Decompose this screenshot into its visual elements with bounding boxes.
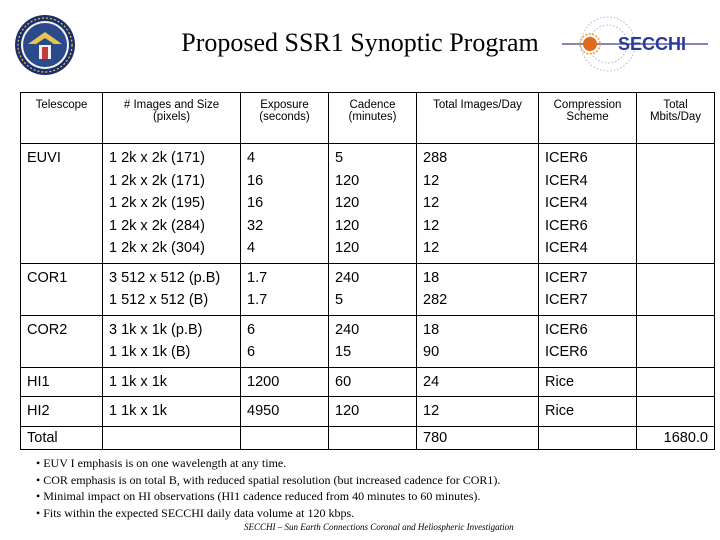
cell-line: 1 1k x 1k	[109, 373, 168, 390]
cell-cadence	[329, 367, 417, 397]
total-compression-cell-empty	[539, 426, 637, 450]
cell-telescope: COR2	[21, 315, 103, 367]
cell-line: 1.7	[247, 292, 268, 308]
table-row	[21, 263, 715, 315]
cell-line: 1 1k x 1k	[109, 403, 168, 419]
cell-line: ICER7	[545, 269, 588, 286]
cell-line: 12	[423, 403, 440, 419]
cell-line: 240	[335, 269, 360, 286]
cell-line: ICER4	[545, 240, 588, 256]
cell-compression	[539, 144, 637, 264]
cell-telescope: EUVI	[21, 144, 103, 264]
cell-line: 3 512 x 512 (p.B)	[109, 269, 221, 286]
note-item: • EUV I emphasis is on one wavelength at any time.	[36, 456, 287, 470]
table-row-total	[21, 426, 715, 450]
header-images-size: # Images and Size (pixels)	[103, 93, 241, 144]
cell-cadence	[329, 397, 417, 427]
total-cadence-cell-empty	[329, 426, 417, 450]
cell-line: 18	[423, 269, 440, 286]
cell-cadence	[329, 144, 417, 264]
note-item: • COR emphasis is on total B, with reduced spatial resolution (but increased cadence for COR1).	[36, 472, 501, 487]
cell-line: 16	[247, 195, 264, 211]
cell-line: 24	[423, 373, 440, 390]
cell-telescope: HI2	[21, 397, 103, 427]
cell-line: 120	[335, 403, 360, 419]
cell-line: 16	[247, 172, 264, 189]
cell-line: 1 2k x 2k (304)	[109, 240, 205, 256]
table-row	[21, 315, 715, 367]
cell-mbits	[637, 367, 715, 397]
table-row	[21, 367, 715, 397]
table-header-row	[21, 93, 715, 144]
cell-line: 1 2k x 2k (195)	[109, 195, 205, 211]
cell-total-images	[417, 397, 539, 427]
total-exposure-cell-empty	[241, 426, 329, 450]
header-compression: Compression Scheme	[539, 93, 637, 144]
cell-line: ICER4	[545, 195, 588, 211]
cell-line: 120	[335, 240, 360, 256]
cell-mbits	[637, 315, 715, 367]
cell-line: 120	[335, 195, 360, 211]
cell-line: ICER6	[545, 150, 588, 166]
header-total-images: Total Images/Day	[417, 93, 539, 144]
cell-compression	[539, 367, 637, 397]
cell-images-size	[103, 315, 241, 367]
cell-line: 18	[423, 321, 440, 338]
cell-line: 4	[247, 150, 256, 166]
cell-line: 1 1k x 1k (B)	[109, 344, 191, 360]
cell-line: 12	[423, 195, 440, 211]
cell-exposure	[241, 263, 329, 315]
notes-list	[36, 455, 696, 521]
secchi-logo-text: SECCHI	[618, 34, 687, 54]
table-body	[21, 144, 715, 427]
cell-exposure	[241, 144, 329, 264]
cell-line: 120	[335, 172, 360, 189]
total-images-value: 780	[417, 426, 539, 450]
cell-line: Rice	[545, 373, 575, 390]
cell-line: ICER7	[545, 292, 588, 308]
cell-compression	[539, 263, 637, 315]
cell-line: 12	[423, 217, 440, 234]
cell-line: 12	[423, 240, 440, 256]
cell-line: 5	[335, 292, 344, 308]
total-mbits-value: 1680.0	[637, 426, 715, 450]
total-label: Total	[21, 426, 103, 450]
cell-line: 12	[423, 172, 440, 189]
cell-images-size	[103, 397, 241, 427]
cell-cadence	[329, 263, 417, 315]
cell-line: Rice	[545, 403, 575, 419]
cell-line: 3 1k x 1k (p.B)	[109, 321, 203, 338]
cell-exposure	[241, 367, 329, 397]
cell-mbits	[637, 397, 715, 427]
cell-line: ICER6	[545, 217, 588, 234]
cell-line: 1 2k x 2k (284)	[109, 217, 205, 234]
cell-line: ICER6	[545, 344, 588, 360]
cell-compression	[539, 315, 637, 367]
cell-line: 1 512 x 512 (B)	[109, 292, 209, 308]
cell-telescope: COR1	[21, 263, 103, 315]
cell-cadence	[329, 315, 417, 367]
cell-exposure	[241, 315, 329, 367]
cell-compression	[539, 397, 637, 427]
synoptic-program-table	[20, 92, 715, 450]
header-mbits: Total Mbits/Day	[637, 93, 715, 144]
cell-images-size	[103, 263, 241, 315]
header-telescope: Telescope	[21, 93, 103, 144]
cell-line: 5	[335, 150, 344, 166]
cell-line: 1200	[247, 373, 280, 390]
cell-line: 1 2k x 2k (171)	[109, 150, 205, 166]
nrl-seal-logo	[14, 14, 76, 76]
cell-line: 90	[423, 344, 440, 360]
cell-line: 15	[335, 344, 352, 360]
cell-line: ICER4	[545, 172, 588, 189]
cell-total-images	[417, 144, 539, 264]
cell-line: 4950	[247, 403, 280, 419]
secchi-logo	[560, 14, 710, 74]
cell-images-size	[103, 367, 241, 397]
note-item: • Minimal impact on HI observations (HI1 cadence reduced from 40 minutes to 60 minutes).	[36, 489, 481, 503]
total-images-cell-empty	[103, 426, 241, 450]
cell-line: 32	[247, 217, 264, 234]
cell-mbits	[637, 263, 715, 315]
cell-total-images	[417, 367, 539, 397]
header-exposure: Exposure (seconds)	[241, 93, 329, 144]
header-cadence: Cadence (minutes)	[329, 93, 417, 144]
cell-line: 282	[423, 292, 448, 308]
footer-text: SECCHI – Sun Earth Connections Coronal and Heliospheric Investigation	[244, 522, 514, 532]
note-item: • Fits within the expected SECCHI daily data volume at 120 kbps.	[36, 505, 355, 520]
cell-telescope: HI1	[21, 367, 103, 397]
cell-total-images	[417, 315, 539, 367]
cell-line: 120	[335, 217, 360, 234]
table-row	[21, 144, 715, 264]
cell-line: 1.7	[247, 269, 268, 286]
cell-exposure	[241, 397, 329, 427]
page-title: Proposed SSR1 Synoptic Program	[181, 28, 539, 57]
cell-line: 240	[335, 321, 360, 338]
cell-line: 288	[423, 150, 448, 166]
cell-mbits	[637, 144, 715, 264]
cell-total-images	[417, 263, 539, 315]
cell-line: 6	[247, 344, 256, 360]
cell-line: 60	[335, 373, 352, 390]
cell-line: 4	[247, 240, 256, 256]
cell-line: 1 2k x 2k (171)	[109, 172, 205, 189]
cell-images-size	[103, 144, 241, 264]
table-row	[21, 397, 715, 427]
cell-line: 6	[247, 321, 256, 338]
cell-line: ICER6	[545, 321, 588, 338]
